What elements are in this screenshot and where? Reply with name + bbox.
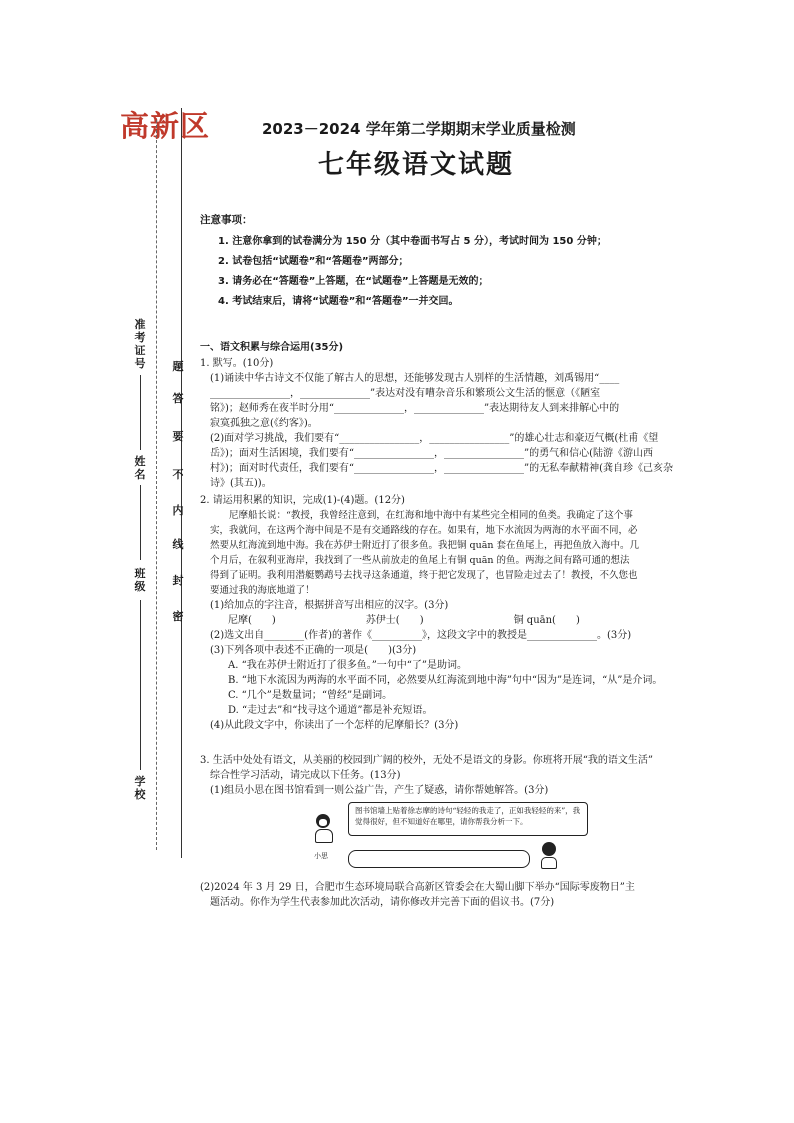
pinyin-item: 苏伊士( ) [365,615,424,626]
question-text: ________________，______________”表达对没有嘈杂音乐和繁琐公文生活的惬意（《陋室 [210,388,601,399]
exam-heading: 2023－2024 学年第二学期期末学业质量检测 [262,120,576,138]
speech-bubble: 图书馆墙上贴着徐志摩的诗句“轻轻的我走了，正如我轻轻的来”，我觉得很好，但不知道好在哪里，请你帮我分析一下。 [348,802,588,836]
sub-question: (3)下列各项中表述不正确的一项是( )(3分) [210,645,417,656]
exam-title: 七年级语文试题 [318,150,515,180]
question-text: (2)面对学习挑战，我们要有“________________，________________”的雄心壮志和豪迈气概(杜甫《望 [210,433,659,444]
seal-char: 封 [172,574,184,587]
passage-line: 尼摩船长说：“教授，我曾经注意到，在红海和地中海中有某些完全相同的鱼类。我确定了这个事 [229,510,633,521]
notice-item: 4. 考试结束后，请将“试题卷”和“答题卷”一并交回。 [218,296,459,307]
passage-line: 得到了证明。我利用潜艇鹦鹉号去找寻这条通道，终于把它发现了，也冒险走过去了！教授，不久您也 [210,570,638,581]
answer-bubble [348,850,530,868]
field-name: 姓名 [134,455,146,481]
seal-char: 题 [172,360,184,373]
sub-question: (2)选文出自________(作者)的著作《__________》，这段文字中的教授是______________。(3分) [210,630,632,641]
question-stem: 3. 生活中处处有语文，从美丽的校园到广阔的校外，无处不是语文的身影。你班将开展“我的语文生活” [200,755,653,766]
sub-question: (1)组员小思在图书馆看到一则公益广告，产生了疑惑，请你帮她解答。(3分) [210,785,549,796]
option: D. “走过去”和“找寻这个通道”都是补充短语。 [228,705,433,716]
seal-char: 要 [172,430,184,443]
passage-line: 实，我就问，在这两个海中间是不是有交通路线的存在。如果有，地下水流因为两海的水平面不同，必 [210,525,638,536]
sub-question: 题活动。你作为学生代表参加此次活动，请你修改并完善下面的倡议书。(7分) [210,897,555,908]
passage-line: 要通过我的海底地道了！ [210,585,315,596]
girl-figure-icon [312,814,334,844]
seal-char: 密 [172,610,184,623]
notice-item: 3. 请务必在“答题卷”上答题，在“试题卷”上答题是无效的； [218,276,489,287]
field-name-line [140,485,141,560]
field-exam-id: 准考证号 [134,318,146,370]
question-stem: 1. 默写。(10分) [200,358,274,369]
pinyin-items [200,613,780,628]
sub-question: (4)从此段文字中，你读出了一个怎样的尼摩船长？(3分) [210,720,459,731]
seal-char: 答 [172,392,184,405]
passage-line: 然要从红海流到地中海。我在苏伊士附近打了很多鱼。我把铜 quān 套在鱼尾上，再把鱼放入海中。几 [210,540,640,551]
option: C. “几个”是数量词；“曾经”是副词。 [228,690,393,701]
notice-item: 2. 试卷包括“试题卷”和“答题卷”两部分； [218,256,409,267]
sub-question: (2)2024 年 3 月 29 日，合肥市生态环境局联合高新区管委会在大蜀山脚下举办“国际零废物日”主 [200,882,635,893]
seal-char: 内 [172,504,184,517]
seal-char: 不 [172,468,184,481]
binding-dashed-line [156,120,157,850]
question-text: (1)诵读中华古诗文不仅能了解古人的思想，还能够发现古人别样的生活情趣，刘禹锡用“____ [210,373,620,384]
sub-question: (1)给加点的字注音，根据拼音写出相应的汉字。(3分) [210,600,449,611]
seal-char: 线 [172,538,184,551]
notice-item: 1. 注意你拿到的试卷满分为 150 分（其中卷面书写占 5 分），考试时间为 150 分钟； [218,236,607,247]
pinyin-item: 铜 quān( ) [513,615,580,626]
exam-content [200,212,780,910]
passage-line: 个月后，在叙利亚海岸，我找到了一些从前放走的鱼尾上有铜 quān 的鱼。两海之间有路可通的想法 [210,555,630,566]
option: A. “我在苏伊士附近打了很多鱼。”一句中“了”是助词。 [228,660,468,671]
question-text: 岳》)；面对生活困境，我们要有“________________，________________”的勇气和信心(陆游《游山西 [210,448,654,459]
question-stem: 综合性学习活动，请完成以下任务。(13分) [210,770,401,781]
district-label: 高新区 [120,109,211,143]
person-name: 小思 [314,852,328,860]
cartoon-illustration [300,802,780,874]
field-class-line [140,600,141,770]
notice-title: 注意事项： [200,214,253,226]
field-school: 学校 [134,775,146,801]
field-class: 班级 [134,567,146,593]
boy-figure-icon [540,842,558,868]
question-text: 村》)；面对时代责任，我们要有“________________，________________”的无私奉献精神(龚自珍《己亥杂 [210,463,674,474]
question-text: 寂寞孤独之意(《约客》)。 [210,418,318,429]
field-exam-id-line [140,375,141,450]
seal-line [181,108,182,858]
question-text: 铭》)；赵师秀在夜半时分用“______________，______________”表达期待友人到来排解心中的 [210,403,620,414]
pinyin-item: 尼摩( ) [228,615,276,626]
question-text: 诗》(其五))。 [210,478,272,489]
question-stem: 2. 请运用积累的知识，完成(1)-(4)题。(12分) [200,495,405,506]
section-title: 一、语文积累与综合运用(35分) [200,342,344,353]
option: B. “地下水流因为两海的水平面不同，必然要从红海流到地中海”句中“因为”是连词，“从”是介词。 [228,675,663,686]
